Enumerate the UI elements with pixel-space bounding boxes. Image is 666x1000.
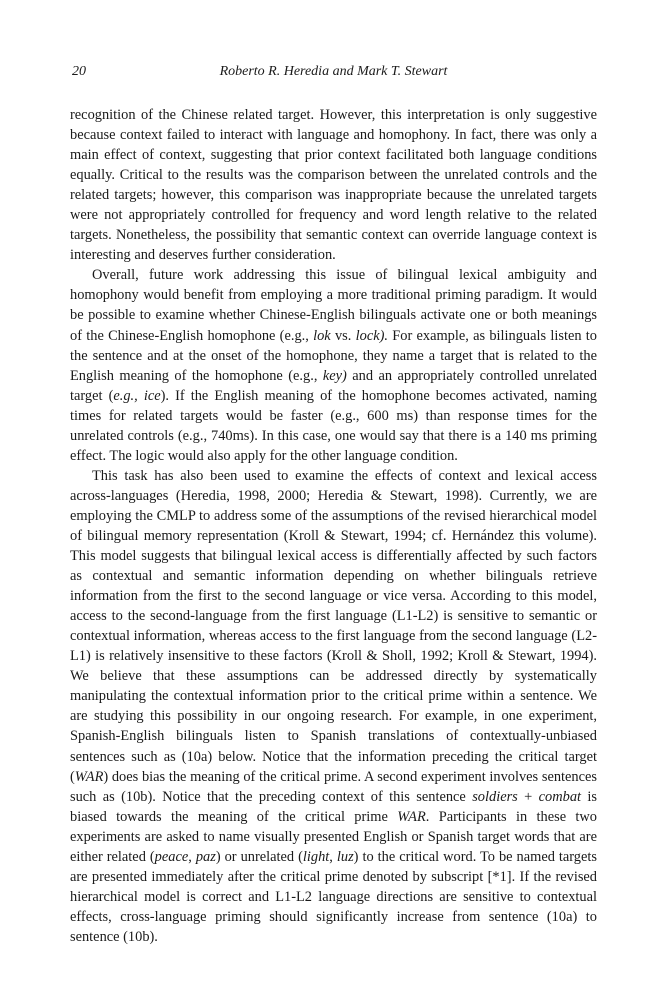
text-run: , <box>188 848 196 865</box>
italic-text: WAR <box>397 808 426 825</box>
italic-text: e.g., ice <box>113 387 161 404</box>
italic-text: lok <box>313 327 331 344</box>
text-run: ). If the English meaning of the homophone becomes activated, naming times for related targets would be faster (e.g., 600 ms) than response times for the unrelated controls (e.g., 740ms). In this case, one would say that there is a 140 ms priming effect. The logic would also apply for the other language condition. <box>70 387 598 464</box>
italic-text: luz <box>336 848 354 865</box>
text-run: , <box>329 848 337 865</box>
paragraph <box>70 265 597 465</box>
italic-text: combat <box>538 788 582 805</box>
italic-text: paz <box>195 848 216 865</box>
page-number: 20 <box>72 64 86 79</box>
italic-text: light <box>302 848 330 865</box>
text-run: For example, as bilinguals listen to the sentence and at the onset of the homophone, they name a target that is related to the English meaning of the homophone (e.g., <box>70 327 597 384</box>
text-run: . Participants in these two experiments are asked to name visually presented English or Spanish target words that are either related ( <box>70 808 597 865</box>
body-text <box>70 105 597 947</box>
text-run: + <box>517 788 539 805</box>
text-run: vs. <box>330 327 356 344</box>
text-run: ) to the critical word. To be named targets are presented immediately after the critical prime denoted by subscript [*1]. If the revised hierarchical model is correct and L1-L2 language directions are sensitive to contextual effects, cross-language priming should significantly increase from sentence (10a) to sentence (10b). <box>70 848 597 945</box>
document-page <box>70 64 597 947</box>
italic-text: soldiers <box>472 788 518 805</box>
text-run: ) does bias the meaning of the critical prime. A second experiment involves sentences such as (10b). Notice that the preceding context of this sentence <box>70 768 597 805</box>
italic-text: WAR <box>74 768 104 785</box>
text-run: ) or unrelated ( <box>215 848 303 865</box>
paragraph <box>70 466 597 947</box>
running-title: Roberto R. Heredia and Mark T. Stewart <box>219 64 448 79</box>
text-run: This task has also been used to examine the effects of context and lexical access across-languages (Heredia, 1998, 2000; Heredia & Stewart, 1998). Currently, we are employing the CMLP to address some of the assumptions of the revised hierarchical model of bilingual memory representation (Kroll & Stewart, 1994; cf. Hernández this volume). This model suggests that bilingual lexical access is differentially affected by such factors as contextual and semantic information depending on whether bilinguals retrieve information from the first to the second language or vice versa. According to this model, access to the second-language from the first language (L1-L2) is sensitive to semantic or contextual information, whereas access to the first language from the second language (L2-L1) is relatively insensitive to these factors (Kroll & Sholl, 1992; Kroll & Stewart, 1994). We believe that these assumptions can be addressed directly by systematically manipulating the contextual information prior to the critical prime within a sentence. We are studying this possibility in our ongoing research. For example, in one experiment, Spanish-English bilinguals listen to Spanish translations of contextually-unbiased sentences such as (10a) below. Notice that the information preceding the critical target ( <box>70 467 597 785</box>
text-run: Overall, future work addressing this issue of bilingual lexical ambiguity and homophony would benefit from employing a more traditional priming paradigm. It would be possible to examine whether Chinese-English bilinguals activate one or both meanings of the Chinese-English homophone (e.g., <box>70 267 597 344</box>
italic-text: key) <box>322 367 347 384</box>
running-head <box>70 64 597 86</box>
paragraph <box>70 105 597 265</box>
text-run: recognition of the Chinese related target. However, this interpretation is only suggestive because context failed to interact with language and homophony. In fact, there was only a main effect of context, suggesting that prior context facilitated both language conditions equally. Critical to the results was the comparison between the unrelated controls and the related targets; however, this comparison was inappropriate because the unrelated targets were not appropriately controlled for frequency and word length relative to the related targets. Nonetheless, the possibility that semantic context can override language context is interesting and deserves further consideration. <box>70 107 597 264</box>
italic-text: lock). <box>355 327 388 344</box>
italic-text: peace <box>154 848 189 865</box>
text-run: is biased towards the meaning of the critical prime <box>70 788 598 825</box>
text-run: and an appropriately controlled unrelated target ( <box>70 367 597 404</box>
